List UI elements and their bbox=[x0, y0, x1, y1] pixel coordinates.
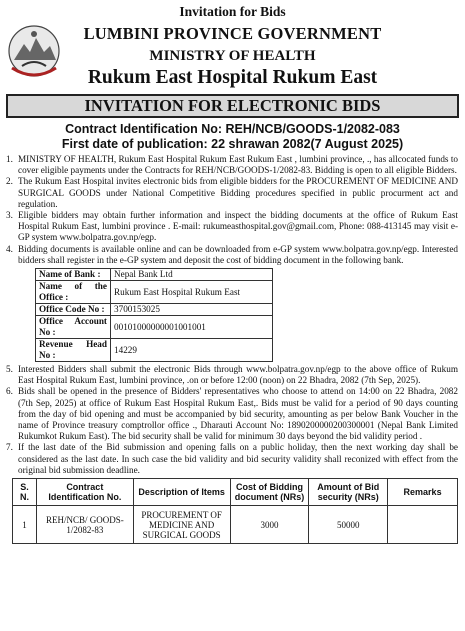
clause-item: 4. Bidding documents is available online and can be downloaded from e-GP system www.bolpatra.gov.np/egp. Interested bidders shall register in the e-GP system and deposit the cost of bidding document in the following bank. Name of Bank : Nepal Bank Ltd Name of the Office : Rukum East Hospital Rukum East Office Code No : 3700153025 Office Account No : 00101000000001001001 Revenue Head No : 14229 bbox=[6, 243, 458, 361]
table-cell: 50000 bbox=[309, 506, 388, 544]
column-header: Description of Items bbox=[133, 479, 230, 506]
table-row: Office Account No : 00101000000001001001 bbox=[36, 316, 273, 339]
issuing-authority-header bbox=[0, 24, 465, 89]
table-row bbox=[13, 506, 458, 544]
ministry-name: MINISTRY OF HEALTH bbox=[149, 48, 316, 64]
table-row: Office Code No : 3700153025 bbox=[36, 304, 273, 316]
column-header: Contract Identification No. bbox=[36, 479, 133, 506]
bid-items-table bbox=[12, 478, 458, 544]
table-row: Name of the Office : Rukum East Hospital Rukum East bbox=[36, 281, 273, 304]
top-title: Invitation for Bids bbox=[179, 4, 286, 19]
notice-clauses bbox=[0, 154, 465, 476]
table-cell: 1 bbox=[13, 506, 37, 544]
column-header: S. N. bbox=[13, 479, 37, 506]
column-header: Amount of Bid security (NRs) bbox=[309, 479, 388, 506]
government-name: LUMBINI PROVINCE GOVERNMENT bbox=[83, 24, 382, 43]
table-cell: PROCUREMENT OF MEDICINE AND SURGICAL GOODS bbox=[133, 506, 230, 544]
clause-item: 3. Eligible bidders may obtain further information and inspect the bidding documents at the office of Rukum East Hospital Rukum East, lumbini province . E-mail: rukumeasthospital.gov@gmail.com, Phone: 088-413145 may visit e-GP system www.bolpatra.gov.np/egp. bbox=[6, 210, 458, 243]
clause-item: 1. MINISTRY OF HEALTH, Rukum East Hospital Rukum East Rukum East , lumbini province, ., has allcocated funds to cover eligible payments under the Contracts for REH/NCB/GOODS-1/2082-83. Bidding is open to all eligible Bidders. bbox=[6, 154, 458, 176]
clause-item: 6. Bids shall be opened in the presence of Bidders' representatives who choose to attend on 14:00 on 22 Bhadra, 2082 (7th Sep, 2025) at office of Rukum East Hospital Rukum East,. Bids must be valid for a period of 90 days counting from the day of bid opening and must be accompanied by bid security, amounting as per below Bank Voucher in the name of Province treasury comptrollor office ., Dharauti Account No: 1890200000200300001 (Nepal Bank Limited Rukumkot Rukum East). The bid security shall be valid for minimum 30 days beyond the bid validity period . bbox=[6, 386, 458, 442]
table-row: Name of Bank : Nepal Bank Ltd bbox=[36, 269, 273, 281]
hospital-name: Rukum East Hospital Rukum East bbox=[87, 67, 378, 88]
clause-item: 5. Interested Bidders shall submit the electronic Bids through www.bolpatra.gov.np/egp to the above office of Rukum East Hospital Rukum East, lumbini province, .on or before 12:00 (noon) on 22 Bhadra, 2082 (7th Sep, 2025). bbox=[6, 364, 458, 386]
table-cell: REH/NCB/ GOODS-1/2082-83 bbox=[36, 506, 133, 544]
bank-details-table bbox=[35, 268, 273, 362]
table-cell bbox=[388, 506, 458, 544]
clause-item: 2. The Rukum East Hospital invites electronic bids from eligible bidders for the PROCUREMENT OF MEDICINE AND SURGICAL GOODS under National Competitive Bidding procedures specified in public procurment act and regulation. bbox=[6, 176, 458, 209]
table-header-row bbox=[13, 479, 458, 506]
column-header: Remarks bbox=[388, 479, 458, 506]
publication-date: First date of publication: 22 shrawan 2082(7 August 2025) bbox=[61, 137, 404, 151]
government-emblem-icon bbox=[6, 22, 62, 80]
column-header: Cost of Bidding document (NRs) bbox=[230, 479, 309, 506]
contract-identification: Contract Identification No: REH/NCB/GOODS-1/2082-083 bbox=[65, 122, 400, 136]
notice-banner: INVITATION FOR ELECTRONIC BIDS bbox=[6, 94, 459, 118]
table-row: Revenue Head No : 14229 bbox=[36, 339, 273, 362]
table-cell: 3000 bbox=[230, 506, 309, 544]
clause-item: 7. If the last date of the Bid submission and opening falls on a public holiday, then the next working day shall be considered as the last date. In such case the bid validity and bid security validity shall reconized with effect from the original bid submission deadline. bbox=[6, 442, 458, 475]
